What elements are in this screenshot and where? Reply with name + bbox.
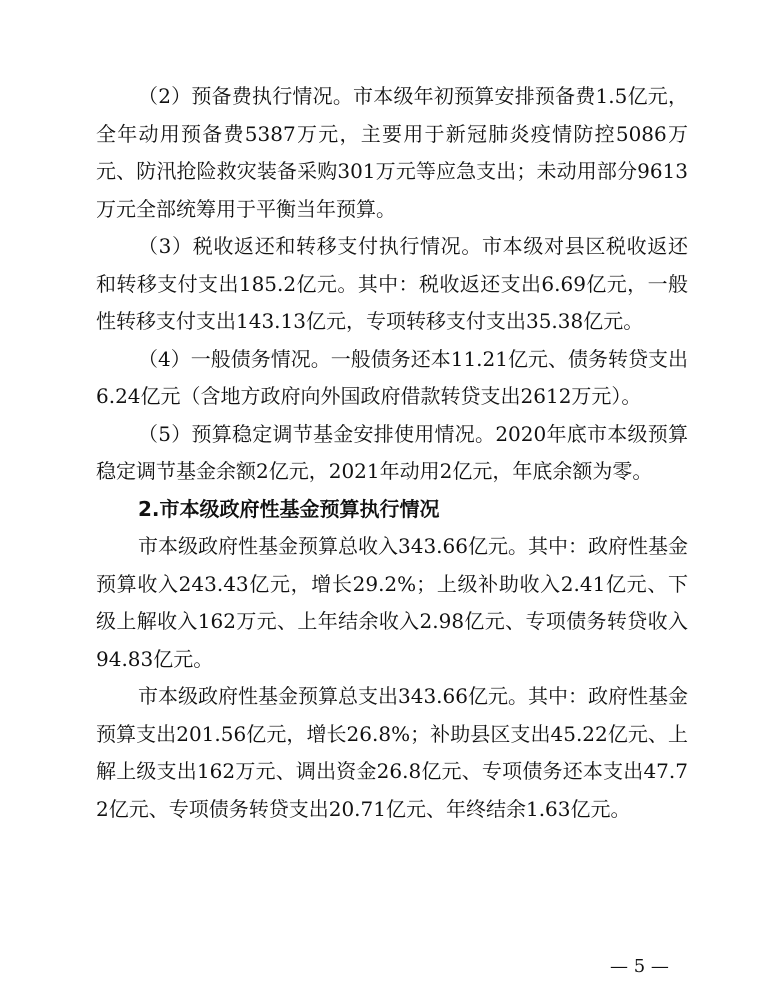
paragraph-stabilization-fund: （5）预算稳定调节基金安排使用情况。2020年底市本级预算稳定调节基金余额2亿元，2021年动用2亿元，年底余额为零。 xyxy=(96,421,688,483)
paragraph-tax-refund-transfer: （3）税收返还和转移支付执行情况。市本级对县区税收返还和转移支付支出185.2亿元。其中：税收返还支出6.69亿元，一般性转移支付支出143.13亿元，专项转移支付支出35.38亿元。 xyxy=(96,234,688,333)
paragraph-fund-expenditure: 市本级政府性基金预算总支出343.66亿元。其中：政府性基金预算支出201.56亿元，增长26.8%；补助县区支出45.22亿元、上解上级支出162万元、调出资金26.8亿元、专项债务还本支出47.72亿元、专项债务转贷支出20.71亿元、年终结余1.63亿元。 xyxy=(96,684,688,821)
paragraph-fund-revenue: 市本级政府性基金预算总收入343.66亿元。其中：政府性基金预算收入243.43亿元，增长29.2%；上级补助收入2.41亿元、下级上解收入162万元、上年结余收入2.98亿元、专项债务转贷收入94.83亿元。 xyxy=(96,534,688,671)
paragraph-reserve-fund: （2）预备费执行情况。市本级年初预算安排预备费1.5亿元，全年动用预备费5387万元，主要用于新冠肺炎疫情防控5086万元、防汛抢险救灾装备采购301万元等应急支出；未动用部分9613万元全部统筹用于平衡当年预算。 xyxy=(96,84,688,221)
document-body xyxy=(96,78,688,828)
section-heading: 2.市本级政府性基金预算执行情况 xyxy=(138,496,440,521)
paragraph-general-debt: （4）一般债务情况。一般债务还本11.21亿元、债务转贷支出6.24亿元（含地方政府向外国政府借款转贷支出2612万元）。 xyxy=(96,346,688,408)
page-number: — 5 — xyxy=(610,956,669,977)
